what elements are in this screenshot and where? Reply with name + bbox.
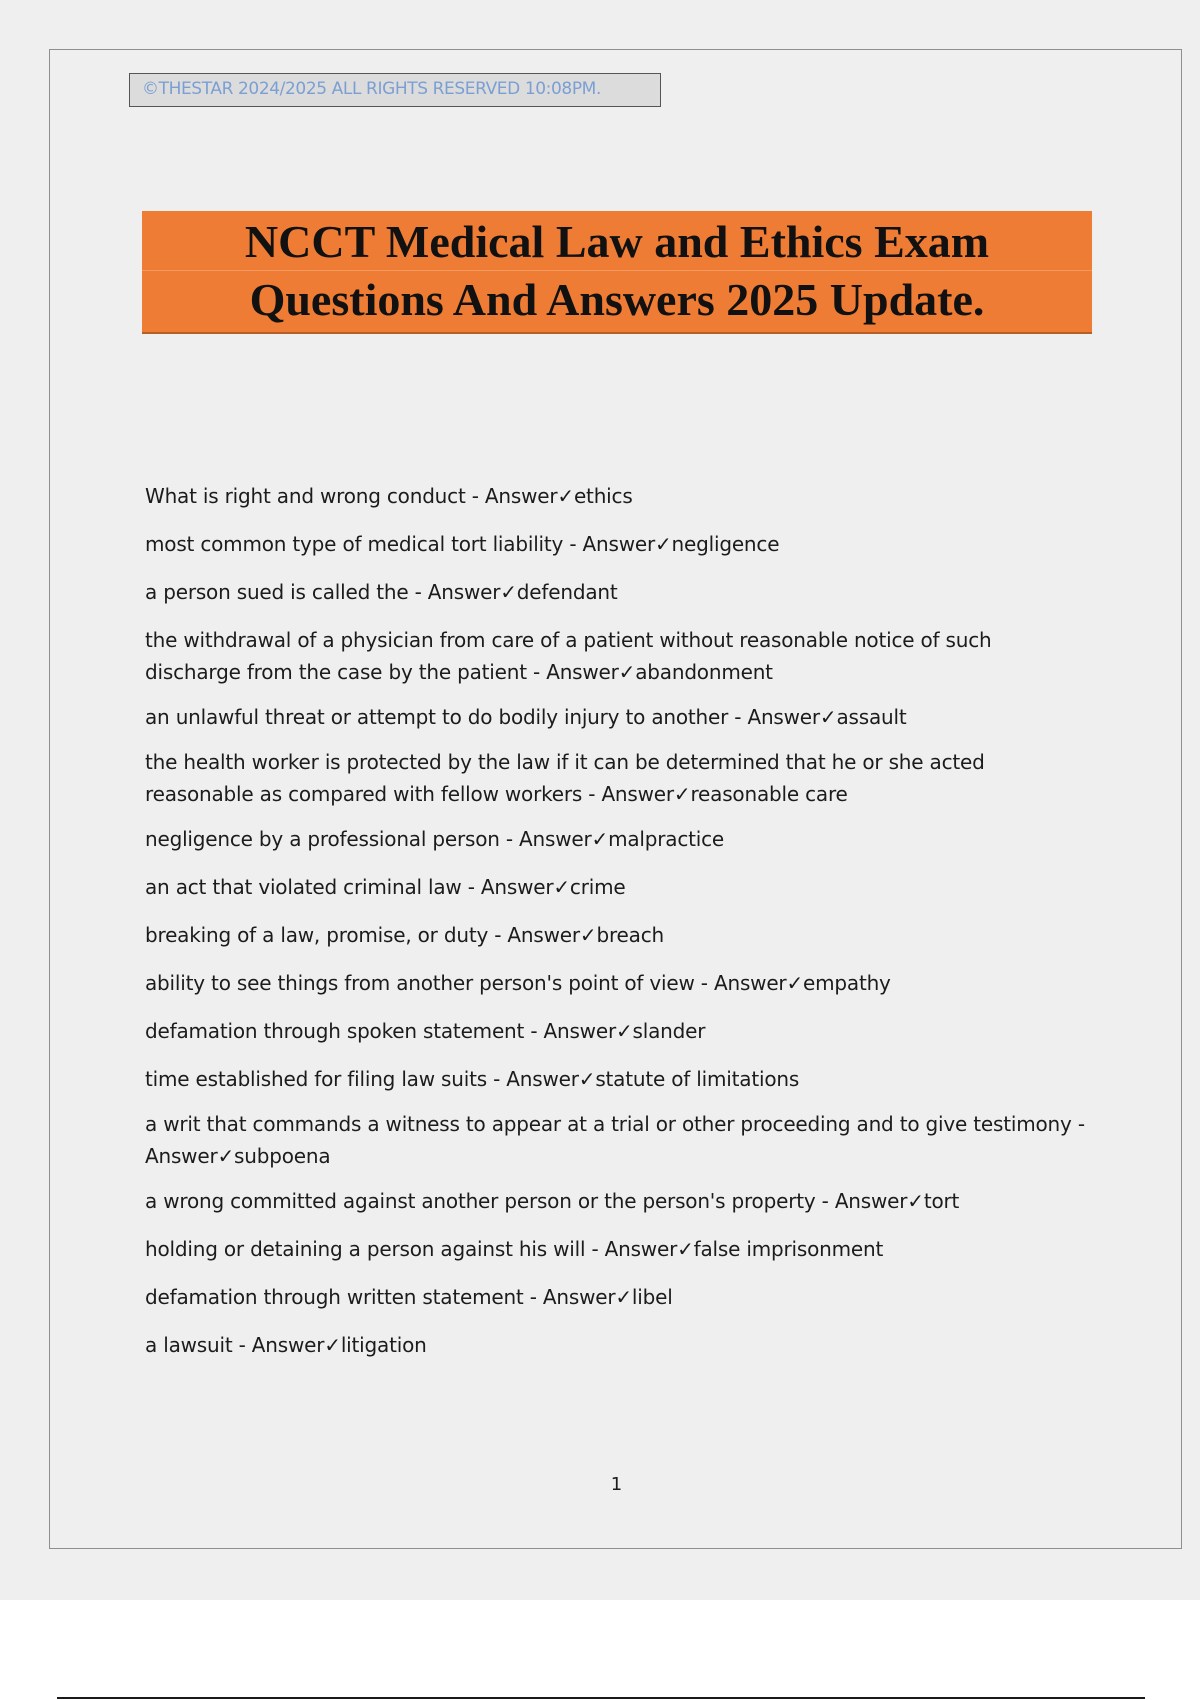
qa-item: a wrong committed against another person or the person's property - Answer✓tort xyxy=(145,1189,960,1213)
title-line-2: Questions And Answers 2025 Update. xyxy=(249,274,985,325)
title-divider xyxy=(142,270,1092,271)
qa-item: defamation through spoken statement - Answer✓slander xyxy=(145,1019,706,1043)
qa-item: an act that violated criminal law - Answer✓crime xyxy=(145,875,626,899)
qa-item: What is right and wrong conduct - Answer✓ethics xyxy=(145,484,633,508)
page-number: 1 xyxy=(610,1474,623,1495)
qa-item: most common type of medical tort liability - Answer✓negligence xyxy=(145,532,780,556)
qa-item: defamation through written statement - Answer✓libel xyxy=(145,1285,673,1309)
qa-item: the withdrawal of a physician from care of a patient without reasonable notice of such discharge from the case by the patient - Answer✓abandonment xyxy=(145,628,992,684)
qa-item: negligence by a professional person - Answer✓malpractice xyxy=(145,827,725,851)
next-page-edge xyxy=(57,1697,1145,1699)
qa-item: a writ that commands a witness to appear at a trial or other proceeding and to give testimony - Answer✓subpoena xyxy=(145,1112,1085,1168)
title-banner xyxy=(142,211,1092,334)
qa-item: holding or detaining a person against his will - Answer✓false imprisonment xyxy=(145,1237,884,1261)
question-answer-list xyxy=(145,480,1090,1377)
qa-item: the health worker is protected by the law if it can be determined that he or she acted reasonable as compared with fellow workers - Answer✓reasonable care xyxy=(145,750,985,806)
qa-item: an unlawful threat or attempt to do bodily injury to another - Answer✓assault xyxy=(145,705,907,729)
title-line-1: NCCT Medical Law and Ethics Exam xyxy=(244,216,990,267)
qa-item: a lawsuit - Answer✓litigation xyxy=(145,1333,427,1357)
qa-item: time established for filing law suits - Answer✓statute of limitations xyxy=(145,1067,800,1091)
qa-item: ability to see things from another person's point of view - Answer✓empathy xyxy=(145,971,891,995)
qa-item: breaking of a law, promise, or duty - Answer✓breach xyxy=(145,923,664,947)
copyright-banner: ©THESTAR 2024/2025 ALL RIGHTS RESERVED 10:08PM. xyxy=(129,73,661,107)
qa-item: a person sued is called the - Answer✓defendant xyxy=(145,580,618,604)
